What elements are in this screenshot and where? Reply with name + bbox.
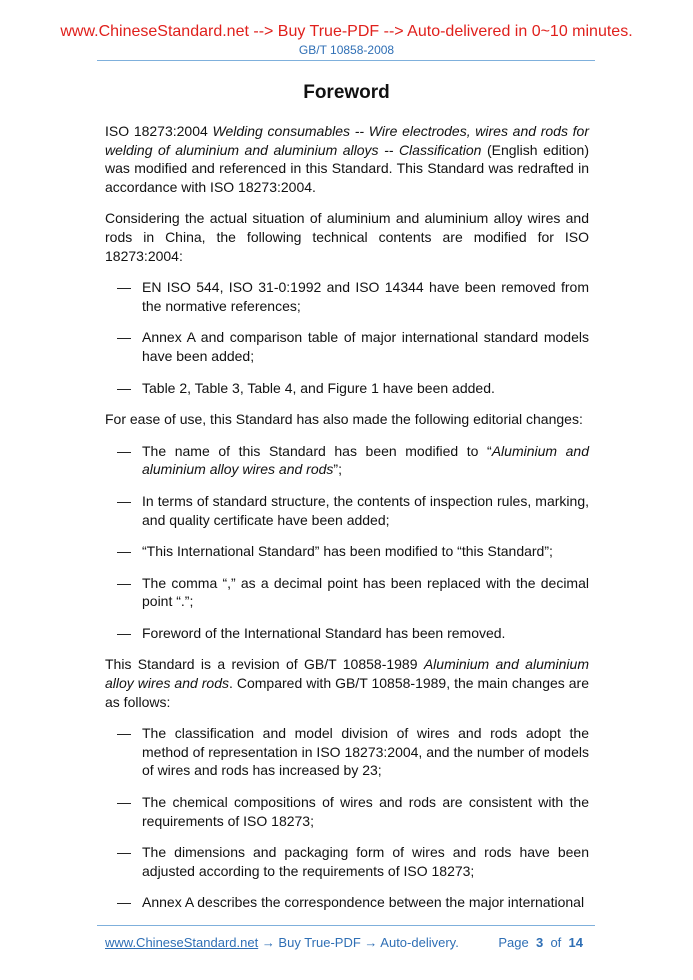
text-segment: This Standard is a revision of GB/T 10858-1989 — [105, 656, 424, 673]
document-code-header: GB/T 10858-2008 — [298, 43, 395, 57]
bullet-item — [117, 442, 590, 479]
text-segment: The dimensions and packaging form of wires and rods have been adjusted according to the requirements of ISO 18273; — [142, 844, 589, 879]
dash-bullet-icon: — — [117, 794, 131, 811]
dash-bullet-icon: — — [117, 574, 131, 591]
text-segment: EN ISO 544, ISO 31-0:1992 and ISO 14344 have been removed from the normative references; — [142, 279, 589, 314]
text-segment: (English edition) was modified and referenced in this Standard. This Standard was redrafted in accordance with ISO 18273:2004. — [105, 141, 589, 195]
footer-area — [97, 925, 595, 951]
dash-bullet-icon: — — [117, 624, 131, 641]
italic-title-text: Aluminium and aluminium alloy wires and rods — [142, 442, 590, 478]
paragraph — [105, 655, 589, 711]
page-label: Page — [498, 935, 529, 950]
bullet-item — [117, 624, 589, 643]
dash-bullet-icon: — — [117, 379, 131, 396]
italic-title-text: Welding consumables -- Wire electrodes, wires and rods for welding of aluminium and aluminium alloys -- Classification — [105, 123, 589, 158]
text-segment: Considering the actual situation of aluminium and aluminium alloy wires and rods in China, the following technical contents are modified for ISO 18273:2004: — [105, 210, 589, 264]
document-body — [0, 122, 693, 971]
page-number: 3 — [535, 935, 544, 950]
text-segment: Foreword of the International Standard has been removed. — [142, 624, 506, 641]
promo-banner[interactable]: www.ChineseStandard.net --> Buy True-PDF --> Auto-delivered in 0~10 minutes. — [60, 23, 633, 40]
of-label: of — [550, 935, 562, 950]
bullet-item — [117, 379, 589, 398]
dash-bullet-icon: — — [117, 492, 131, 509]
dash-bullet-icon: — — [117, 725, 131, 742]
footer-divider — [97, 925, 595, 926]
bullet-item — [117, 793, 589, 830]
text-segment: The classification and model division of wires and rods adopt the method of representation in ISO 18273:2004, and the number of models of wires and rods has increased by 23; — [142, 725, 589, 779]
dash-bullet-icon: — — [117, 844, 131, 861]
text-segment: The name of this Standard has been modified to “ — [142, 442, 492, 459]
dash-bullet-icon: — — [117, 329, 131, 346]
footer-site-link[interactable]: www.ChineseStandard.net — [105, 935, 259, 950]
bullet-item — [117, 724, 589, 780]
dash-bullet-icon: — — [117, 894, 131, 911]
dash-bullet-icon: — — [117, 442, 131, 459]
paragraph — [105, 122, 589, 196]
text-segment: Annex A describes the correspondence between the major international — [142, 894, 585, 911]
page-title: Foreword — [303, 82, 390, 103]
paragraph — [105, 410, 589, 429]
italic-title-text: Aluminium and aluminium alloy wires and rods — [105, 656, 589, 692]
text-segment: “This International Standard” has been modified to “this Standard”; — [142, 543, 553, 560]
text-segment: Table 2, Table 3, Table 4, and Figure 1 have been added. — [142, 379, 495, 396]
text-segment: The chemical compositions of wires and rods are consistent with the requirements of ISO 18273; — [142, 794, 589, 829]
bullet-item — [117, 492, 589, 529]
page-total: 14 — [568, 935, 583, 950]
footer — [105, 935, 589, 951]
text-segment: In terms of standard structure, the contents of inspection rules, marking, and quality certificate have been added; — [142, 492, 589, 528]
bullet-item — [117, 278, 589, 315]
text-segment: For ease of use, this Standard has also made the following editorial changes: — [105, 411, 583, 428]
header-divider — [97, 60, 595, 61]
dash-bullet-icon: — — [117, 543, 131, 560]
bullet-item — [117, 843, 589, 880]
text-segment: ”; — [333, 461, 342, 478]
text-segment: The comma “,” as a decimal point has been replaced with the decimal point “.”; — [142, 574, 589, 610]
bullet-item — [117, 893, 589, 912]
bullet-item — [117, 542, 589, 561]
bullet-item — [117, 328, 589, 365]
footer-tail: → Buy True-PDF → Auto-delivery. — [258, 935, 459, 950]
text-segment: ISO 18273:2004 — [105, 123, 213, 139]
page-indicator — [498, 935, 583, 951]
dash-bullet-icon: — — [117, 279, 131, 296]
text-segment: Annex A and comparison table of major international standard models have been added; — [142, 329, 589, 364]
paragraph — [105, 209, 589, 265]
bullet-item — [117, 574, 589, 611]
document-blocks — [0, 122, 693, 912]
text-segment: . Compared with GB/T 10858-1989, the main changes are as follows: — [105, 675, 589, 710]
